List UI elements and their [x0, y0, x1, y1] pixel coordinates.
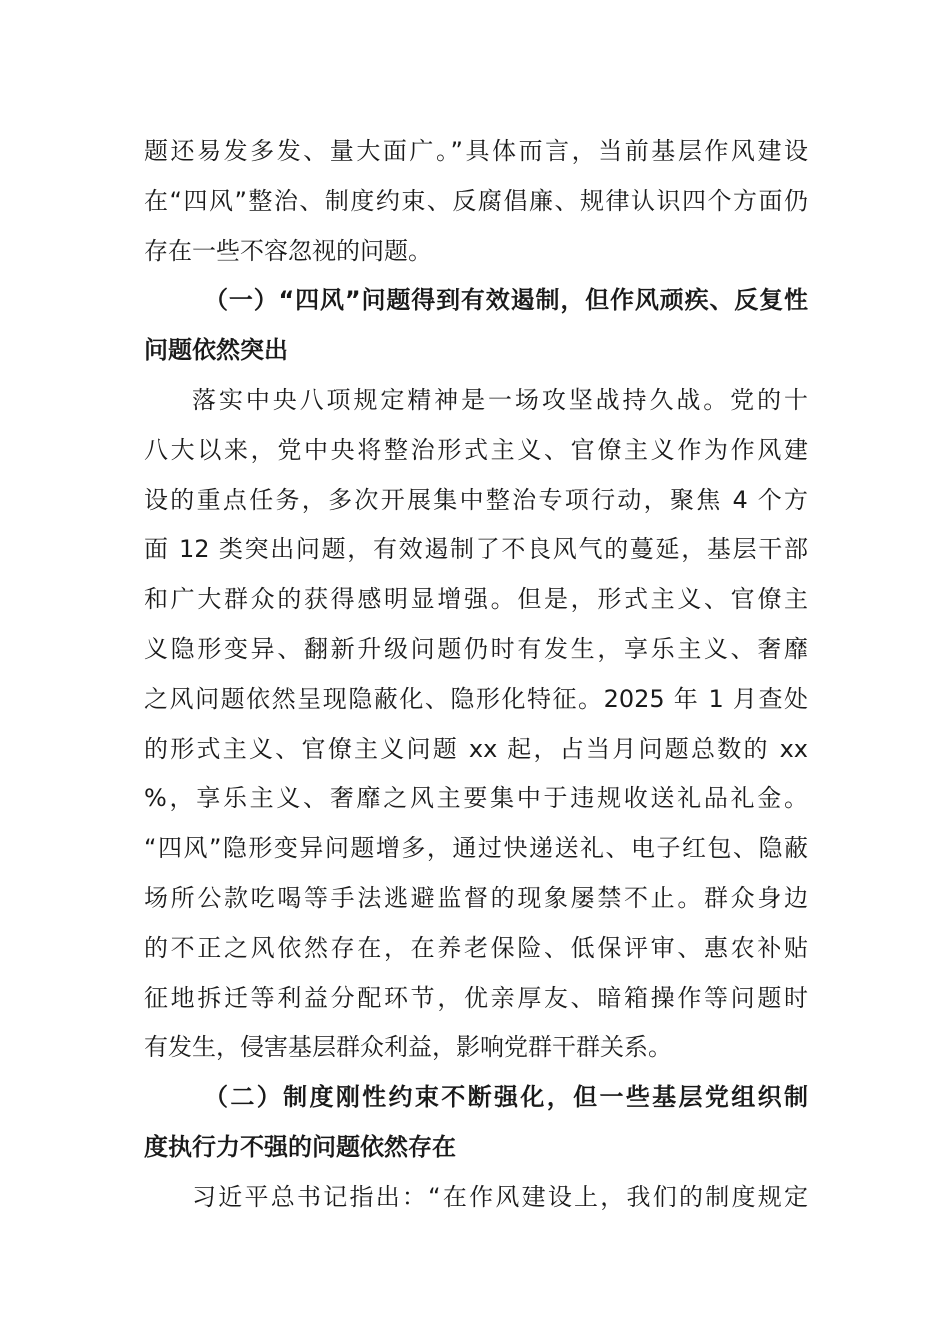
- body-line: %，享乐主义、奢靡之风主要集中于违规收送礼品礼金。: [144, 784, 808, 813]
- section-heading-2-cont: 度执行力不强的问题依然存在: [144, 1132, 456, 1161]
- body-line: 存在一些不容忽视的问题。: [144, 236, 432, 265]
- body-line: 设的重点任务，多次开展集中整治专项行动，聚焦 4 个方: [144, 485, 808, 514]
- body-line: 八大以来，党中央将整治形式主义、官僚主义作为作风建: [144, 435, 808, 464]
- paragraph-start: 习近平总书记指出：“在作风建设上，我们的制度规定: [192, 1182, 808, 1211]
- body-line: 面 12 类突出问题，有效遏制了不良风气的蔓延，基层干部: [144, 535, 808, 564]
- document-body: [144, 127, 808, 1223]
- body-line: 题还易发多发、量大面广。”具体而言，当前基层作风建设: [144, 137, 808, 165]
- body-line: 场所公款吃喝等手法逃避监督的现象屡禁不止。群众身边: [144, 883, 808, 912]
- body-line: 的形式主义、官僚主义问题 xx 起，占当月问题总数的 xx: [144, 734, 808, 763]
- section-heading-1-cont: 问题依然突出: [144, 336, 288, 365]
- section-heading-1: （一）“四风”问题得到有效遏制，但作风顽疾、反复性: [204, 286, 808, 315]
- body-line: 义隐形变异、翻新升级问题仍时有发生，享乐主义、奢靡: [144, 634, 808, 663]
- section-heading-2: （二）制度刚性约束不断强化，但一些基层党组织制: [204, 1083, 808, 1112]
- body-line: 征地拆迁等利益分配环节，优亲厚友、暗箱操作等问题时: [144, 983, 808, 1012]
- body-line: 和广大群众的获得感明显增强。但是，形式主义、官僚主: [144, 585, 808, 614]
- body-line: “四风”隐形变异问题增多，通过快递送礼、电子红包、隐蔽: [144, 834, 808, 863]
- body-line: 的不正之风依然存在，在养老保险、低保评审、惠农补贴: [144, 933, 808, 962]
- body-line: 之风问题依然呈现隐蔽化、隐形化特征。2025 年 1 月查处: [144, 684, 808, 713]
- body-line: 在“四风”整治、制度约束、反腐倡廉、规律认识四个方面仍: [144, 186, 808, 215]
- body-line: 有发生，侵害基层群众利益，影响党群干群关系。: [144, 1033, 672, 1062]
- paragraph-start: 落实中央八项规定精神是一场攻坚战持久战。党的十: [192, 385, 808, 414]
